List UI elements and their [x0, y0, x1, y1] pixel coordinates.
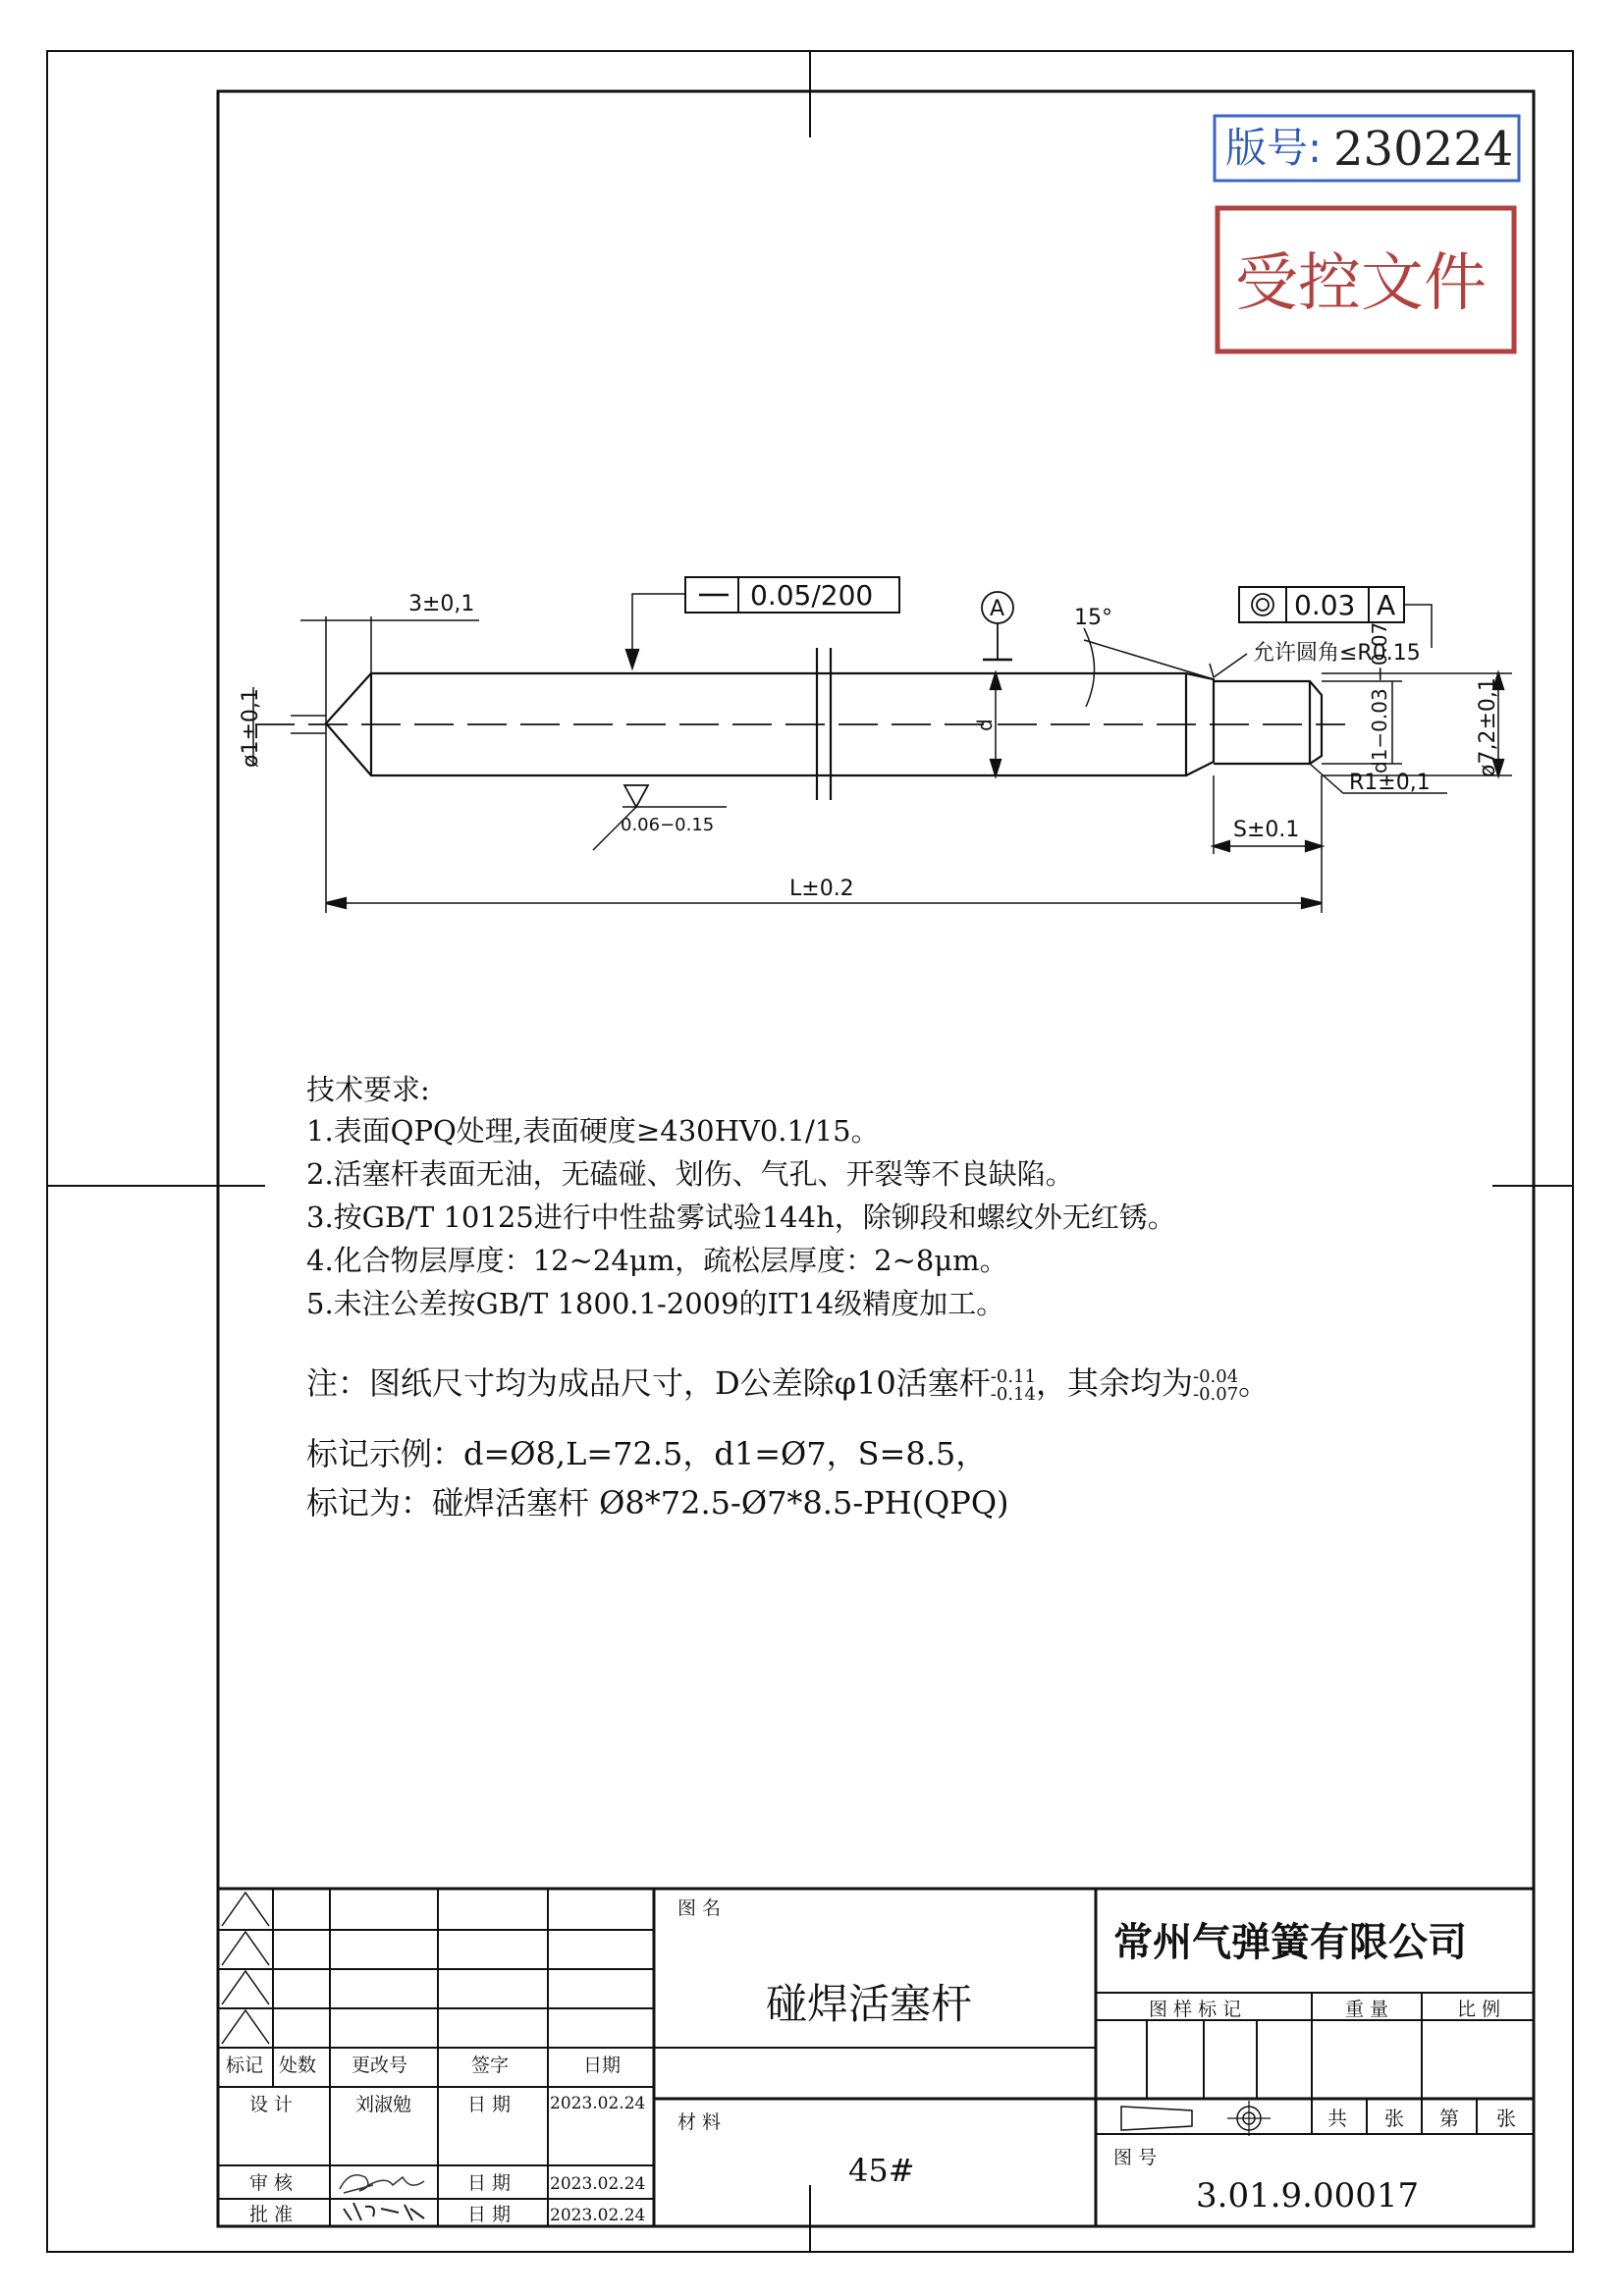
- svg-text:签字: 签字: [471, 2055, 510, 2076]
- svg-text:A: A: [990, 597, 1005, 621]
- requirement-item: 1.表面QPQ处理,表面硬度≥430HV0.1/15。: [306, 1114, 880, 1148]
- svg-text:A: A: [1377, 589, 1396, 621]
- svg-text:共: 共: [1327, 2107, 1347, 2130]
- requirement-item: 3.按GB/T 10125进行中性盐雾试验144h，除铆段和螺纹外无红锈。: [306, 1201, 1176, 1234]
- svg-text:碰焊活塞杆: 碰焊活塞杆: [766, 1980, 973, 2028]
- svg-text:2023.02.24: 2023.02.24: [550, 2174, 646, 2194]
- svg-text:230224: 230224: [1333, 122, 1514, 177]
- svg-text:日 期: 日 期: [467, 2094, 512, 2115]
- version-stamp: [1215, 116, 1519, 181]
- requirement-item: 4.化合物层厚度：12~24μm，疏松层厚度：2~8μm。: [306, 1244, 1008, 1277]
- svg-text:R1±0,1: R1±0,1: [1349, 771, 1431, 795]
- marking-designation: 标记为：碰焊活塞杆 Ø8*72.5-Ø7*8.5-PH(QPQ): [306, 1484, 1009, 1522]
- svg-text:0.06−0.15: 0.06−0.15: [621, 815, 715, 835]
- svg-text:图 名: 图 名: [677, 1897, 722, 1919]
- note-middle: ，其余均为: [1035, 1364, 1193, 1402]
- svg-text:0.03: 0.03: [1294, 589, 1356, 621]
- svg-text:受控文件: 受控文件: [1235, 247, 1487, 320]
- svg-text:比 例: 比 例: [1457, 1999, 1501, 2020]
- svg-text:d1−0.03 −0.07: d1−0.03 −0.07: [1368, 621, 1391, 774]
- svg-text:第: 第: [1439, 2107, 1459, 2130]
- marking-example: 标记示例：d=Ø8,L=72.5，d1=Ø7，S=8.5，: [306, 1435, 988, 1472]
- svg-text:版号:: 版号:: [1225, 124, 1323, 172]
- note-suffix: 。: [1238, 1364, 1271, 1402]
- svg-text:ø7,2±0,1: ø7,2±0,1: [1476, 677, 1500, 777]
- note-tol2-lower: -0.07: [1192, 1383, 1239, 1405]
- svg-text:重 量: 重 量: [1345, 1999, 1389, 2020]
- requirement-item: 5.未注公差按GB/T 1800.1-2009的IT14级精度加工。: [306, 1287, 1005, 1320]
- svg-text:常州气弹簧有限公司: 常州气弹簧有限公司: [1113, 1920, 1467, 1965]
- svg-text:S±0.1: S±0.1: [1233, 818, 1300, 842]
- part-drawing: [253, 577, 1512, 913]
- svg-text:刘淑勉: 刘淑勉: [355, 2094, 412, 2115]
- svg-text:日期: 日期: [583, 2055, 622, 2076]
- svg-text:15°: 15°: [1074, 606, 1112, 630]
- svg-text:允许圆角≤R0.15: 允许圆角≤R0.15: [1253, 641, 1421, 666]
- reviewer-signature: [340, 2175, 424, 2193]
- approver-signature: [344, 2203, 424, 2220]
- note-tolerance-1: [990, 1365, 1036, 1405]
- svg-text:设 计: 设 计: [249, 2094, 294, 2115]
- svg-text:材 料: 材 料: [677, 2111, 722, 2133]
- svg-text:L±0.2: L±0.2: [789, 877, 854, 901]
- svg-text:0.05/200: 0.05/200: [750, 579, 874, 612]
- title-block-text: [226, 1897, 1516, 2225]
- note-tol1-upper: -0.11: [990, 1365, 1036, 1387]
- svg-text:张: 张: [1496, 2107, 1516, 2130]
- note-prefix: 注：图纸尺寸均为成品尺寸，D公差除φ10活塞杆: [306, 1364, 991, 1402]
- svg-text:日 期: 日 期: [467, 2172, 512, 2194]
- svg-text:更改号: 更改号: [352, 2055, 408, 2076]
- svg-text:批 准: 批 准: [249, 2204, 294, 2225]
- tolerance-note: [306, 1359, 1270, 1404]
- svg-text:标记: 标记: [226, 2055, 264, 2076]
- note-tol1-lower: -0.14: [990, 1383, 1036, 1405]
- svg-text:3.01.9.00017: 3.01.9.00017: [1196, 2176, 1420, 2216]
- svg-text:3±0,1: 3±0,1: [408, 592, 475, 616]
- svg-text:ø1±0,1: ø1±0,1: [239, 688, 263, 768]
- svg-text:处数: 处数: [279, 2055, 317, 2076]
- svg-text:2023.02.24: 2023.02.24: [550, 2094, 646, 2113]
- svg-text:张: 张: [1384, 2107, 1404, 2130]
- svg-text:45#: 45#: [848, 2152, 915, 2189]
- requirements-heading: 技术要求:: [306, 1073, 430, 1106]
- svg-text:d: d: [973, 719, 997, 731]
- drawing-annotations: [239, 579, 1500, 901]
- note-tolerance-2: [1192, 1365, 1239, 1405]
- svg-text:2023.02.24: 2023.02.24: [550, 2206, 646, 2225]
- requirement-item: 2.活塞杆表面无油，无磕碰、划伤、气孔、开裂等不良缺陷。: [306, 1157, 1074, 1191]
- svg-text:图 号: 图 号: [1113, 2147, 1158, 2168]
- note-tol2-upper: -0.04: [1192, 1365, 1239, 1387]
- controlled-document-stamp: [1218, 208, 1514, 351]
- svg-text:日 期: 日 期: [467, 2204, 512, 2225]
- svg-text:图 样 标 记: 图 样 标 记: [1149, 1999, 1242, 2020]
- svg-text:审 核: 审 核: [249, 2172, 294, 2194]
